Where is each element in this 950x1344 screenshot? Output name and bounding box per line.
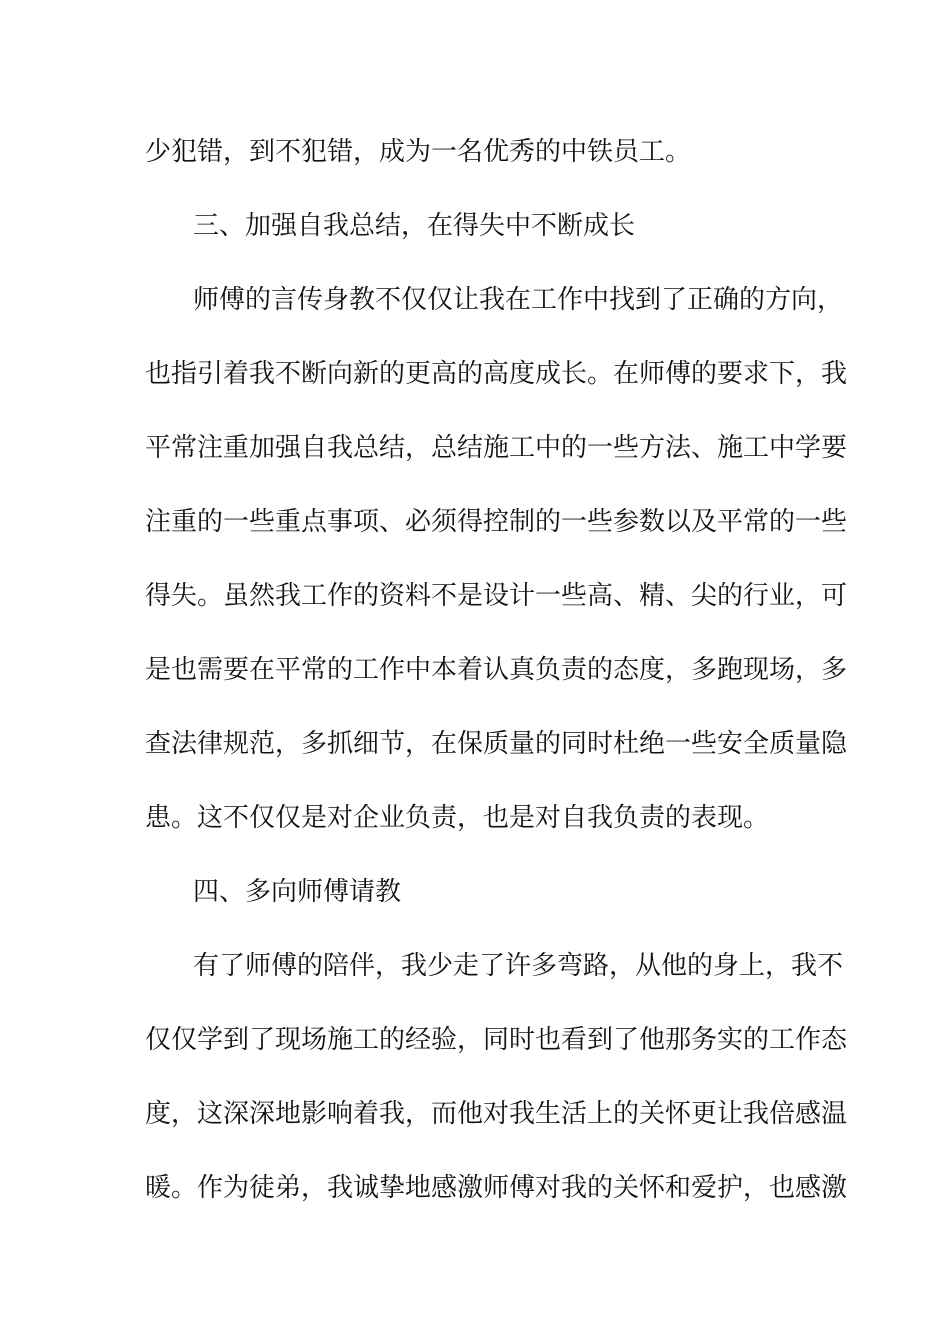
text-line-1: 少犯错，到不犯错，成为一名优秀的中铁员工。 <box>145 137 692 167</box>
text-line-7: 得失。虽然我工作的资料不是设计一些高、精、尖的行业，可 <box>145 581 848 611</box>
text-line-15: 暖。作为徒弟，我诚挚地感激师傅对我的关怀和爱护，也感激 <box>145 1173 848 1203</box>
text-line-13: 仅仅学到了现场施工的经验，同时也看到了他那务实的工作态 <box>145 1025 848 1055</box>
section-heading-4: 四、多向师傅请教 <box>193 877 402 907</box>
text-line-6: 注重的一些重点事项、必须得控制的一些参数以及平常的一些 <box>145 507 848 537</box>
text-line-5: 平常注重加强自我总结，总结施工中的一些方法、施工中学要 <box>145 433 848 463</box>
section-heading-3: 三、加强自我总结，在得失中不断成长 <box>193 211 636 241</box>
text-line-4: 也指引着我不断向新的更高的高度成长。在师傅的要求下，我 <box>145 359 848 389</box>
text-line-9: 查法律规范，多抓细节，在保质量的同时杜绝一些安全质量隐 <box>145 729 848 759</box>
text-line-3: 师傅的言传身教不仅仅让我在工作中找到了正确的方向， <box>193 285 844 315</box>
text-line-8: 是也需要在平常的工作中本着认真负责的态度，多跑现场，多 <box>145 655 848 685</box>
text-line-10: 患。这不仅仅是对企业负责，也是对自我负责的表现。 <box>145 803 770 833</box>
text-line-14: 度，这深深地影响着我，而他对我生活上的关怀更让我倍感温 <box>145 1099 848 1129</box>
text-line-12: 有了师傅的陪伴，我少走了许多弯路，从他的身上，我不 <box>193 951 844 981</box>
